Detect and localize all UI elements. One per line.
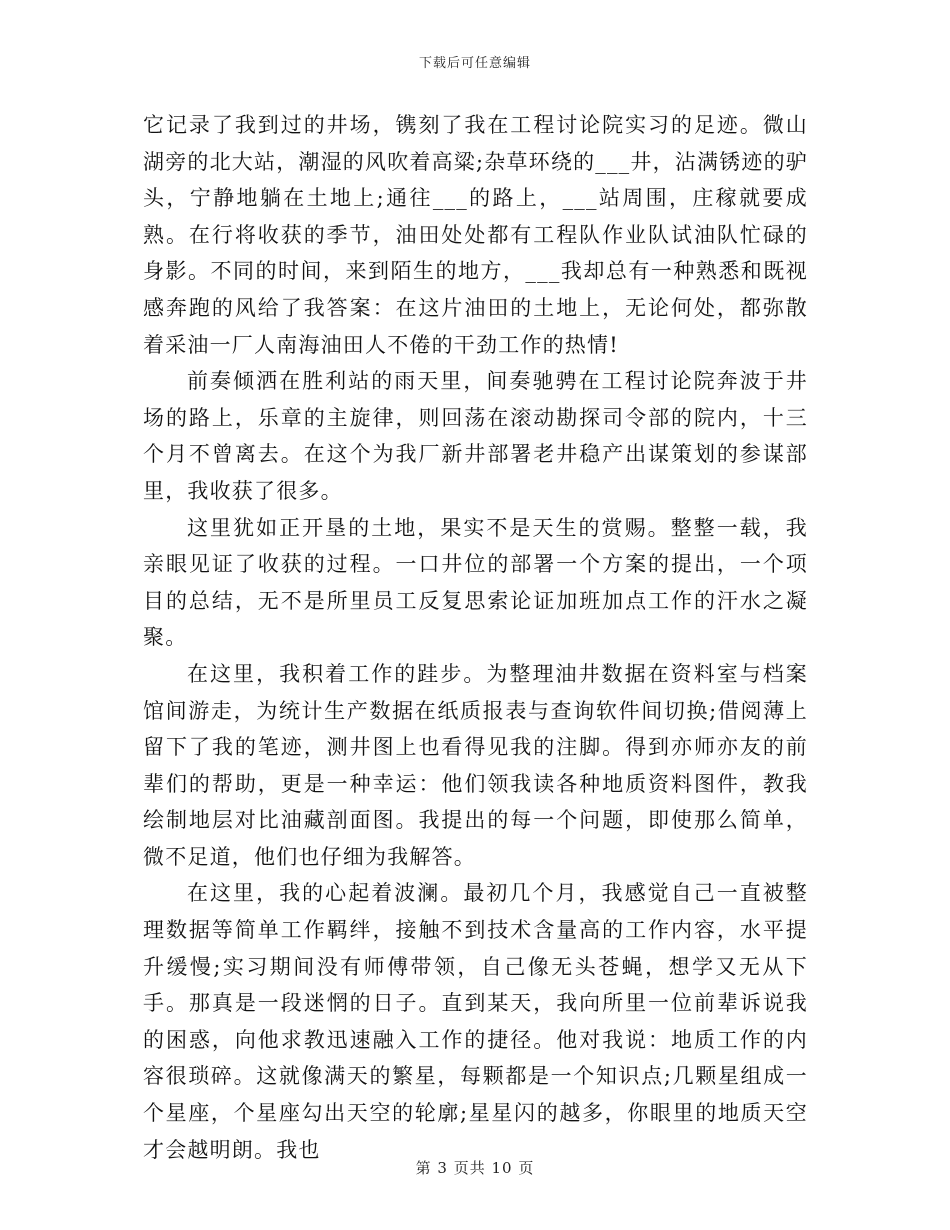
paragraph-4: 在这里，我积着工作的跬步。为整理油井数据在资料室与档案馆间游走，为统计生产数据在纸质报表与查询软件间切换;借阅薄上留下了我的笔迹，测井图上也看得见我的注脚。得到亦师亦友的前辈们的帮助，更是一种幸运：他们领我读各种地质资料图件，教我绘制地层对比油藏剖面图。我提出的每一个问题，即使那么简单，微不足道，他们也仔细为我解答。 <box>143 661 808 869</box>
document-body <box>143 107 808 1168</box>
paragraph-1: 它记录了我到过的井场，镌刻了我在工程讨论院实习的足迹。微山湖旁的北大站，潮湿的风吹着高粱;杂草环绕的___井，沾满锈迹的驴头，宁静地躺在土地上;通往___的路上，___站周围，庄稼就要成熟。在行将收获的季节，油田处处都有工程队作业队试油队忙碌的身影。不同的时间，来到陌生的地方，___我却总有一种熟悉和既视感奔跑的风给了我答案：在这片油田的土地上，无论何处，都弥散着采油一厂人南海油田人不倦的干劲工作的热情! <box>143 113 808 357</box>
paragraph-2: 前奏倾洒在胜利站的雨天里，间奏驰骋在工程讨论院奔波于井场的路上，乐章的主旋律，则回荡在滚动勘探司令部的院内，十三个月不曾离去。在这个为我厂新井部署老井稳产出谋策划的参谋部里，我收获了很多。 <box>143 369 808 503</box>
paragraph-5: 在这里，我的心起着波澜。最初几个月，我感觉自己一直被整理数据等简单工作羁绊，接触不到技术含量高的工作内容，水平提升缓慢;实习期间没有师傅带领，自己像无头苍蝇，想学又无从下手。那真是一段迷惘的日子。直到某天，我向所里一位前辈诉说我的困惑，向他求教迅速融入工作的捷径。他对我说：地质工作的内容很琐碎。这就像满天的繁星，每颗都是一个知识点;几颗星组成一个星座，个星座勾出天空的轮廓;星星闪的越多，你眼里的地质天空才会越明朗。我也 <box>143 881 808 1162</box>
page-number: 第 3 页共 10 页 <box>415 1159 535 1177</box>
page-header: 下载后可任意编辑 <box>418 56 531 71</box>
paragraph-3: 这里犹如正开垦的土地，果实不是天生的赏赐。整整一载，我亲眼见证了收获的过程。一口井位的部署一个方案的提出，一个项目的总结，无不是所里员工反复思索论证加班加点工作的汗水之凝聚。 <box>143 515 808 650</box>
